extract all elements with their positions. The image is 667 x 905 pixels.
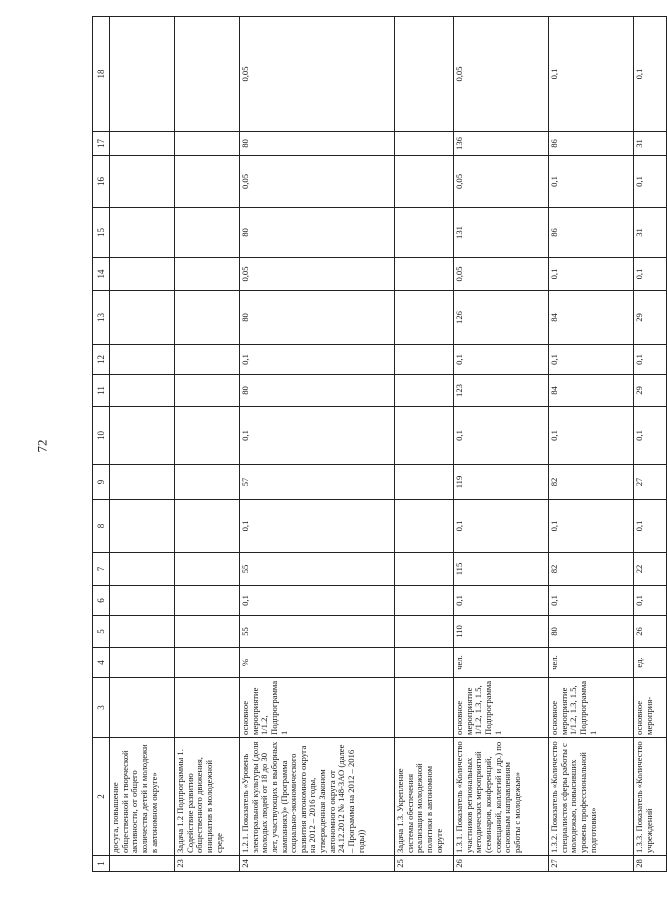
table-cell: 28 xyxy=(634,856,667,872)
header-cell: 15 xyxy=(93,208,110,258)
table-cell: 0,1 xyxy=(549,156,634,208)
table-cell xyxy=(110,616,175,648)
table-cell xyxy=(395,500,454,553)
header-row xyxy=(93,17,110,872)
table-cell: 1.3.3. Показатель «Количество учреждений xyxy=(634,738,667,856)
table-cell: 1.2.1. Показатель «Уровень электоральной культуры (доля молодых людей от 18 до 30 лет, участвующих в выборных кампаниях)» (Программа социально-экономического развития автономного округа на 2012 – 2016 годы, утвержденная Законом автономного округа от 24.12.2012 № 148-ЗАО (далее – Программа на 2012 – 2016 годы)) xyxy=(240,738,395,856)
table-cell: 80 xyxy=(240,375,395,407)
indicators-table xyxy=(92,16,667,872)
header-cell: 16 xyxy=(93,156,110,208)
table-cell: основное мероприятие 1/1.2, 1.3, 1.5, Подпрограмма 1 xyxy=(549,678,634,738)
table-row xyxy=(549,17,634,872)
table-cell: 0,1 xyxy=(549,500,634,553)
table-cell xyxy=(395,465,454,500)
table-cell: 0,1 xyxy=(634,586,667,616)
table-cell: 86 xyxy=(549,132,634,156)
table-body xyxy=(93,17,667,872)
table-cell: 55 xyxy=(240,553,395,586)
table-cell xyxy=(175,375,240,407)
table-cell xyxy=(110,586,175,616)
table-cell xyxy=(110,345,175,375)
table-cell xyxy=(110,375,175,407)
table-cell: 24 xyxy=(240,856,395,872)
table-cell xyxy=(110,500,175,553)
table-cell: 22 xyxy=(634,553,667,586)
table-cell xyxy=(395,375,454,407)
table-cell xyxy=(175,465,240,500)
table-cell: 0,1 xyxy=(549,345,634,375)
table-cell: 23 xyxy=(175,856,240,872)
table-cell: 123 xyxy=(454,375,549,407)
table-cell xyxy=(395,678,454,738)
table-cell: основное мероприя- xyxy=(634,678,667,738)
table-cell: 80 xyxy=(240,132,395,156)
table-row xyxy=(634,17,667,872)
table-row xyxy=(395,17,454,872)
table-cell: 0,1 xyxy=(634,407,667,465)
header-cell: 6 xyxy=(93,586,110,616)
table-cell: 29 xyxy=(634,375,667,407)
table-cell: 82 xyxy=(549,465,634,500)
table-cell: основное мероприятие 1/1.2, 1.3, 1.5, Подпрограмма 1 xyxy=(454,678,549,738)
table-cell: 0,1 xyxy=(549,407,634,465)
table-cell xyxy=(395,17,454,132)
table-cell xyxy=(395,616,454,648)
table-cell: 0,05 xyxy=(454,258,549,291)
table-cell: 0,05 xyxy=(454,17,549,132)
header-cell: 11 xyxy=(93,375,110,407)
table-cell: 84 xyxy=(549,291,634,345)
table-cell xyxy=(175,648,240,678)
table-cell xyxy=(110,132,175,156)
table-cell xyxy=(395,208,454,258)
table-cell xyxy=(175,553,240,586)
table-cell: 0,1 xyxy=(634,500,667,553)
header-cell: 14 xyxy=(93,258,110,291)
table-cell xyxy=(110,856,175,872)
table-cell: 0,1 xyxy=(240,345,395,375)
table-cell: досуга, повышение общественной и творческой активности, от общего количества детей и молодежи в автономном округе» xyxy=(110,738,175,856)
header-cell: 9 xyxy=(93,465,110,500)
table-cell: 0,1 xyxy=(454,586,549,616)
table-cell xyxy=(395,291,454,345)
table-cell: 0,1 xyxy=(634,17,667,132)
table-cell: основное мероприятие 1/1.2, Подпрограмма 1 xyxy=(240,678,395,738)
table-cell: % xyxy=(240,648,395,678)
table-cell: 0,1 xyxy=(634,156,667,208)
header-cell: 2 xyxy=(93,738,110,856)
table-cell: 55 xyxy=(240,616,395,648)
table-cell xyxy=(110,291,175,345)
table-cell: 31 xyxy=(634,208,667,258)
table-cell: 0,1 xyxy=(240,407,395,465)
table-cell xyxy=(175,616,240,648)
table-cell: 126 xyxy=(454,291,549,345)
table-cell xyxy=(395,407,454,465)
table-cell xyxy=(395,258,454,291)
header-cell: 1 xyxy=(93,856,110,872)
table-cell xyxy=(175,678,240,738)
table-cell xyxy=(395,553,454,586)
header-cell: 12 xyxy=(93,345,110,375)
table-cell xyxy=(110,678,175,738)
table-cell: 115 xyxy=(454,553,549,586)
table-cell: ед. xyxy=(634,648,667,678)
header-cell: 7 xyxy=(93,553,110,586)
table-cell xyxy=(175,258,240,291)
header-cell: 4 xyxy=(93,648,110,678)
table-cell xyxy=(110,156,175,208)
header-cell: 17 xyxy=(93,132,110,156)
rotated-table-container xyxy=(92,17,654,872)
table-cell xyxy=(175,407,240,465)
table-cell xyxy=(110,648,175,678)
table-cell: 26 xyxy=(454,856,549,872)
table-cell: 0,05 xyxy=(240,156,395,208)
table-cell: 0,1 xyxy=(549,17,634,132)
table-cell: 0,1 xyxy=(634,258,667,291)
table-cell: 110 xyxy=(454,616,549,648)
table-cell xyxy=(175,291,240,345)
header-cell: 18 xyxy=(93,17,110,132)
table-cell: 27 xyxy=(634,465,667,500)
table-cell: 27 xyxy=(549,856,634,872)
table-cell: 0,1 xyxy=(454,500,549,553)
table-cell: 0,1 xyxy=(549,586,634,616)
table-cell xyxy=(175,208,240,258)
table-cell xyxy=(175,132,240,156)
table-cell: 0,05 xyxy=(454,156,549,208)
table-cell: чел. xyxy=(454,648,549,678)
table-cell: 0,05 xyxy=(240,17,395,132)
table-cell xyxy=(175,586,240,616)
table-cell xyxy=(110,17,175,132)
table-cell: 0,1 xyxy=(634,345,667,375)
table-cell xyxy=(395,586,454,616)
table-cell: 80 xyxy=(549,616,634,648)
table-cell xyxy=(110,465,175,500)
table-cell: 0,1 xyxy=(549,258,634,291)
table-cell: 131 xyxy=(454,208,549,258)
header-cell: 8 xyxy=(93,500,110,553)
page-number: 72 xyxy=(34,439,50,453)
table-cell: 0,1 xyxy=(454,345,549,375)
table-cell xyxy=(175,17,240,132)
table-cell xyxy=(395,132,454,156)
table-cell: 84 xyxy=(549,375,634,407)
table-row xyxy=(175,17,240,872)
table-row xyxy=(454,17,549,872)
table-cell xyxy=(175,345,240,375)
table-cell: 25 xyxy=(395,856,454,872)
table-row xyxy=(240,17,395,872)
table-cell: 1.3.1. Показатель «Количество участников региональных методических мероприятий (семинаров, конференций, совещаний, коллегий и др.) по основным направлениям работы с молодежью» xyxy=(454,738,549,856)
table-cell: 136 xyxy=(454,132,549,156)
header-cell: 3 xyxy=(93,678,110,738)
header-cell: 13 xyxy=(93,291,110,345)
table-cell: 119 xyxy=(454,465,549,500)
table-cell: чел. xyxy=(549,648,634,678)
table-cell: 0,1 xyxy=(454,407,549,465)
table-cell: 29 xyxy=(634,291,667,345)
table-cell: Задача 1.3. Укрепление системы обеспечения реализации молодежной политики в автономном округе xyxy=(395,738,454,856)
header-cell: 10 xyxy=(93,407,110,465)
table-cell: 0,1 xyxy=(240,586,395,616)
table-cell: 0,05 xyxy=(240,258,395,291)
table-cell xyxy=(110,258,175,291)
table-cell: 1.3.2. Показатель «Количество специалистов сферы работы с молодежью, повысивших уровень профессиональной подготовки» xyxy=(549,738,634,856)
table-cell xyxy=(395,156,454,208)
table-row xyxy=(110,17,175,872)
table-cell xyxy=(395,345,454,375)
table-cell xyxy=(175,156,240,208)
table-cell xyxy=(110,553,175,586)
table-cell: 80 xyxy=(240,208,395,258)
table-cell: 80 xyxy=(240,291,395,345)
table-cell: 82 xyxy=(549,553,634,586)
table-cell xyxy=(110,407,175,465)
header-cell: 5 xyxy=(93,616,110,648)
table-cell: 26 xyxy=(634,616,667,648)
table-cell: Задача 1.2 Подпрограммы 1. Содействие развитию общественного движения, инициатив в молодежной среде xyxy=(175,738,240,856)
table-cell xyxy=(110,208,175,258)
table-cell: 0,1 xyxy=(240,500,395,553)
table-cell: 86 xyxy=(549,208,634,258)
table-cell: 57 xyxy=(240,465,395,500)
table-cell xyxy=(175,500,240,553)
table-cell: 31 xyxy=(634,132,667,156)
table-cell xyxy=(395,648,454,678)
